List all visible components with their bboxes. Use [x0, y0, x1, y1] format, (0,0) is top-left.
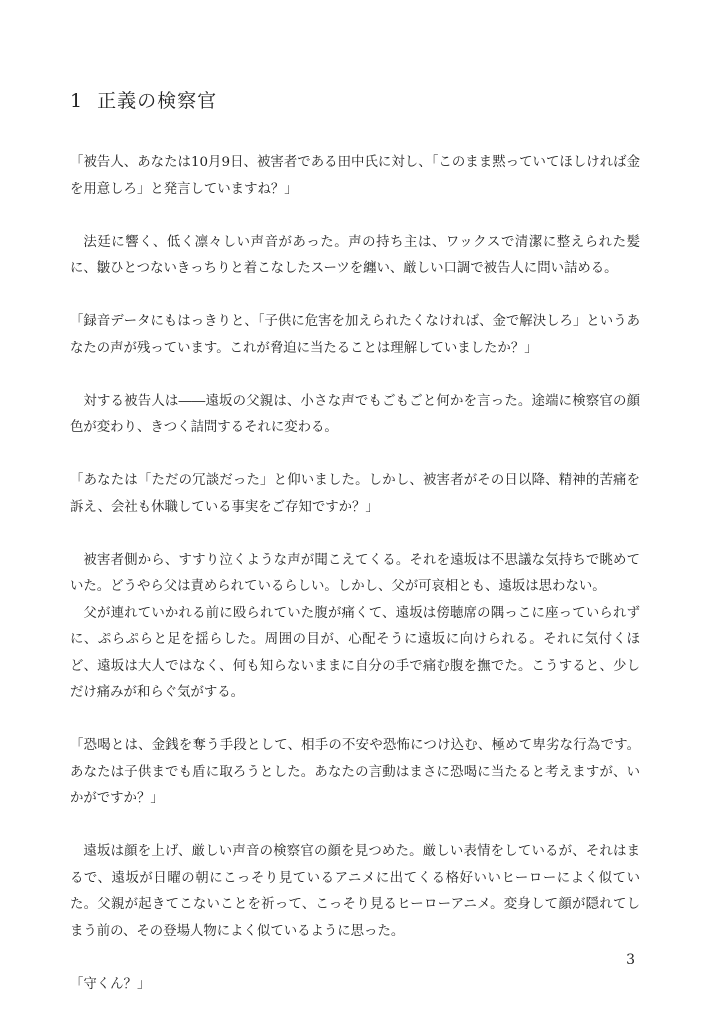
narration-paragraph: 法廷に響く、低く凛々しい声音があった。声の持ち主は、ワックスで清潔に整えられた髪に、皺ひとつないきっちりと着こなしたスーツを纏い、厳しい口調で被告人に問い詰める。 — [70, 234, 640, 276]
document-page — [70, 0, 640, 1022]
dialogue-paragraph: 「恐喝とは、金銭を奪う手段として、相手の不安や恐怖につけ込む、極めて卑劣な行為です。あなたは子供までも盾に取ろうとした。あなたの言動はまさに恐喝に当たると考えますが、いかがですか？」 — [70, 738, 640, 806]
page-number: 3 — [626, 952, 635, 968]
narration-paragraph: 遠坂は顔を上げ、厳しい声音の検察官の顔を見つめた。厳しい表情をしているが、それはまるで、遠坂が日曜の朝にこっそり見ているアニメに出てくる格好いいヒーローによく似ていた。父親が起きてこないことを祈って、こっそり見るヒーローアニメ。変身して顔が隠れてしまう前の、その登場人物によく似ているように思った。 — [70, 844, 640, 939]
dialogue-paragraph: 「あなたは「ただの冗談だった」と仰いました。しかし、被害者がその日以降、精神的苦痛を訴え、会社も休職している事実をご存知ですか？」 — [70, 473, 640, 515]
narration-paragraph: 対する被告人は――遠坂の父親は、小さな声でもごもごと何かを言った。途端に検察官の顔色が変わり、きつく詰問するそれに変わる。 — [70, 393, 640, 435]
narration-paragraph: 父が連れていかれる前に殴られていた腹が痛くて、遠坂は傍聴席の隅っこに座っていられずに、ぷらぷらと足を揺らした。周囲の目が、心配そうに遠坂に向けられる。それに気付くほど、遠坂は大人ではなく、何も知らないままに自分の手で痛む腹を撫でた。こうすると、少しだけ痛みが和らぐ気がする。 — [70, 605, 640, 700]
narration-paragraph: 被害者側から、すすり泣くような声が聞こえてくる。それを遠坂は不思議な気持ちで眺めていた。どうやら父は責められているらしい。しかし、父が可哀相とも、遠坂は思わない。 — [70, 552, 640, 594]
chapter-title — [70, 86, 217, 113]
body-text — [70, 150, 640, 998]
dialogue-paragraph: 「録音データにもはっきりと、「子供に危害を加えられたくなければ、金で解決しろ」というあなたの声が残っています。これが脅迫に当たることは理解していましたか？」 — [70, 314, 640, 356]
dialogue-paragraph: 「守くん？」 — [70, 976, 151, 992]
dialogue-paragraph: 「被告人、あなたは10月9日、被害者である田中氏に対し、「このまま黙っていてほしければ金を用意しろ」と発言していますね？」 — [70, 155, 640, 197]
chapter-number: 1 — [70, 90, 84, 112]
chapter-title-text: 正義の検察官 — [97, 90, 218, 112]
